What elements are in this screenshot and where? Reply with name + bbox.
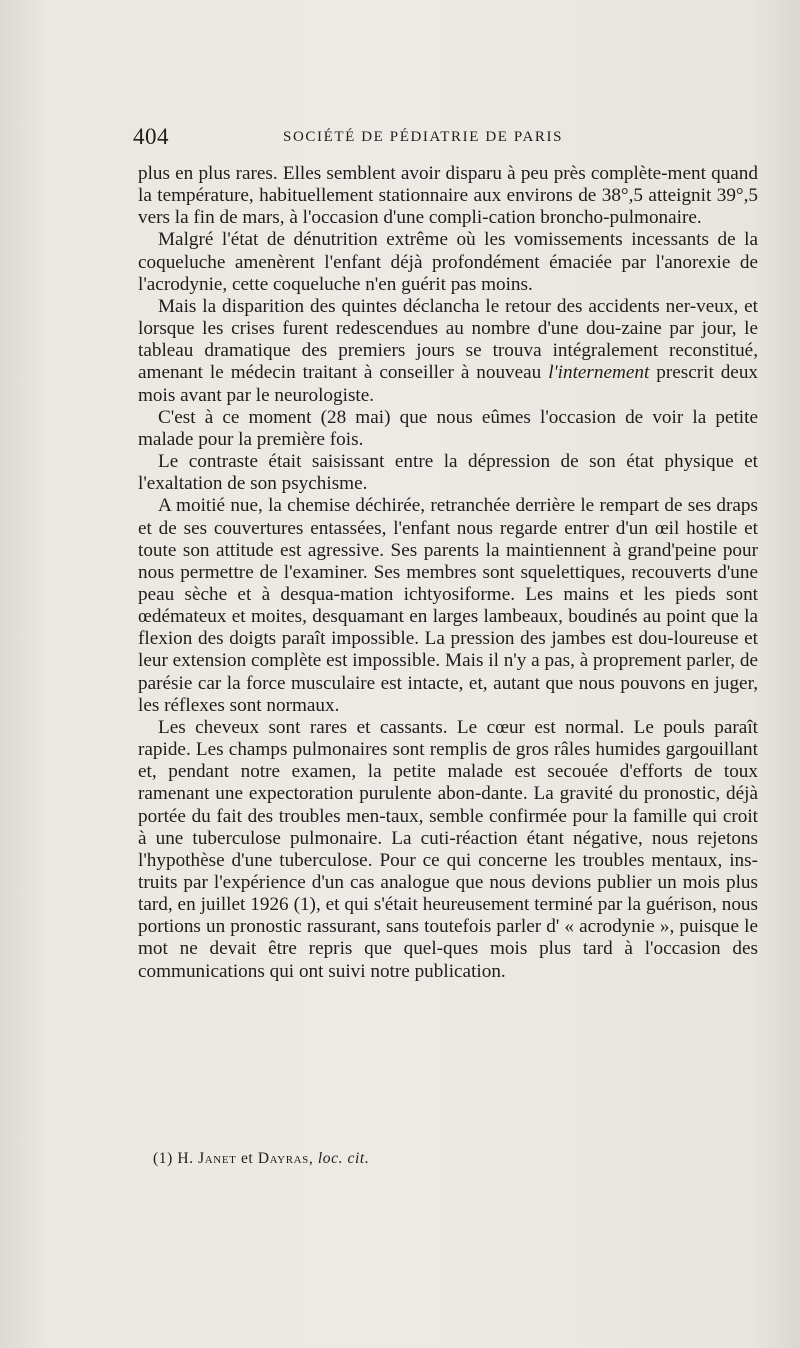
footnote [153, 1150, 369, 1168]
journal-title: SOCIÉTÉ DE PÉDIATRIE DE PARIS [283, 129, 564, 145]
paragraph-6: A moitié nue, la chemise déchirée, retranchée derrière le rempart de ses draps et de ses couvertures entassées, l'enfant nous regarde entrer d'un œil hostile et toute son attitude est agressive. Ses parents la maintiennent à grand'peine pour nous permettre de l'examiner. Ses membres sont squelettiques, recouverts d'une peau sèche et à desqua-mation ichtyosiforme. Les mains et les pieds sont œdémateux et moites, desquamant en larges lambeaux, boudinés au point que la flexion des doigts paraît impossible. La pression des jambes est dou-loureuse et leur extension complète est impossible. Mais il n'y a pas, à proprement parler, de parésie car la force musculaire est intacte, et, autant que nous pouvons en juger, les réflexes sont normaux. [138, 495, 758, 716]
paragraph-4: C'est à ce moment (28 mai) que nous eûmes l'occasion de voir la petite malade pour la première fois. [138, 406, 758, 450]
paragraph-5: Le contraste était saisissant entre la dépression de son état physique et l'exaltation de son psychisme. [138, 451, 758, 495]
body-text [138, 163, 758, 983]
italic-term: l'internement [548, 362, 650, 384]
footnote-marker: (1) [153, 1150, 173, 1167]
paragraph-1: plus en plus rares. Elles semblent avoir disparu à peu près complète-ment quand la température, habituellement stationnaire aux environs de 38°,5 atteignit 39°,5 vers la fin de mars, à l'occasion d'une compli-cation broncho-pulmonaire. [138, 163, 758, 229]
footnote-author-a: H. Janet [177, 1150, 237, 1167]
footnote-author-b: Dayras, [257, 1150, 314, 1167]
page-number: 404 [133, 124, 169, 149]
footnote-connector: et [240, 1150, 254, 1167]
paragraph-3 [138, 296, 758, 407]
paragraph-7: Les cheveux sont rares et cassants. Le cœur est normal. Le pouls paraît rapide. Les champs pulmonaires sont remplis de gros râles humides gargouillant et, pendant notre examen, la petite malade est secouée d'efforts de toux ramenant une expectoration purulente abon-dante. La gravité du pronostic, déjà portée du fait des troubles men-taux, semble confirmée pour la famille qui croit à une tuberculose pulmonaire. La cuti-réaction étant négative, nous rejetons l'hypothèse d'une tuberculose. Pour ce qui concerne les troubles mentaux, ins-truits par l'expérience d'un cas analogue que nous devions publier un mois plus tard, en juillet 1926 (1), et qui s'était heureusement terminé par la guérison, nous portions un pronostic rassurant, sans toutefois parler d' « acrodynie », puisque le mot ne devait être repris que quel-ques mois plus tard à l'occasion des communications qui ont suivi notre publication. [138, 716, 758, 982]
running-head [133, 124, 659, 154]
footnote-citation: loc. cit. [317, 1150, 370, 1167]
paragraph-3-end: prescrit deux mois avant par le neurologiste. [138, 362, 759, 406]
paragraph-2: Malgré l'état de dénutrition extrême où les vomissements incessants de la coqueluche amenèrent l'enfant déjà profondément émaciée par l'anorexie de l'acrodynie, cette coqueluche n'en guérit pas moins. [138, 229, 758, 295]
paragraph-3-text: Mais la disparition des quintes déclancha le retour des accidents ner-veux, et lorsque les crises furent redescendues au nombre d'une dou-zaine par jour, le tableau dramatique des premiers jours se trouva intégralement reconstitué, amenant le médecin traitant à conseiller à nouveau [138, 295, 758, 384]
